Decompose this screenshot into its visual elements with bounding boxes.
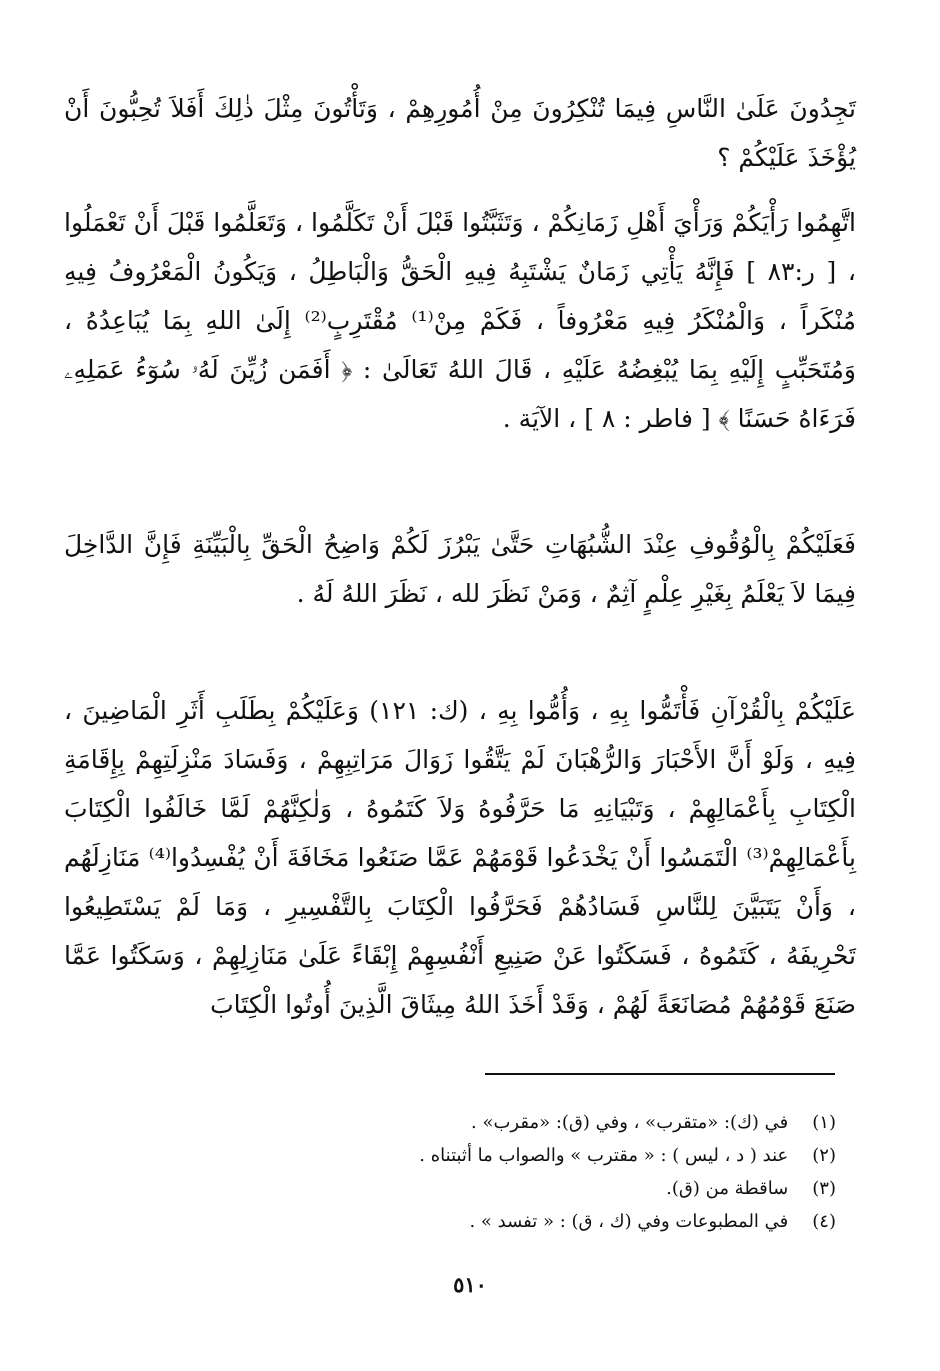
footnote-number: (٣): [812, 1178, 836, 1199]
footnote-2: [64, 1139, 836, 1172]
paragraph-3: فَعَلَيْكُمْ بِالْوُقُوفِ عِنْدَ الشُّبُهَاتِ حَتَّىٰ يَبْرُزَ لَكُمْ وَاضِحُ الْحَقِّ بِالْبَيِّنَةِ فَإِنَّ الدَّاخِلَ فِيمَا لاَ يَعْلَمُ بِغَيْرِ عِلْمٍ آثِمٌ ، وَمَنْ نَظَرَ لله ، نَظَرَ اللهُ لَهُ .: [64, 530, 856, 608]
footnote-3: [64, 1172, 836, 1205]
paragraph-1: تَجِدُونَ عَلَىٰ النَّاسِ فِيمَا تُنْكِرُونَ مِنْ أُمُورِهِمْ ، وَتَأْتُونَ مِثْلَ ذٰلِكَ أَفَلاَ تُحِبُّونَ أَنْ يُؤْخَذَ عَلَيْكُمْ ؟: [64, 94, 856, 172]
footnote-text: في (ك): «متقرب» ، وفي (ق): «مقرب» .: [471, 1112, 789, 1133]
footnote-number: (١): [812, 1112, 836, 1133]
paragraph-4: عَلَيْكُمْ بِالْقُرْآنِ فَأْتَمُّوا بِهِ ، وَأُمُّوا بِهِ ، (ك: ١٢١) وَعَلَيْكُمْ بِطَلَبِ أَثَرِ الْمَاضِينَ ، فِيهِ ، وَلَوْ أَنَّ الأَحْبَارَ وَالرُّهْبَانَ لَمْ يَتَّقُوا زَوَالَ مَرَاتِبِهِمْ ، وَفَسَادَ مَنْزِلَتِهِمْ بِإِقَامَةِ الْكِتَابِ بِأَعْمَالِهِمْ ، وَتَبْيَانِهِ مَا حَرَّفُوهُ وَلاَ كَتَمُوهُ ، وَلٰكِنَّهُمْ لَمَّا خَالَفُوا الْكِتَابَ بِأَعْمَالِهِمْ⁽³⁾ الْتَمَسُوا أَنْ يَخْدَعُوا قَوْمَهُمْ عَمَّا صَنَعُوا مَخَافَةَ أَنْ يُفْسِدُوا⁽⁴⁾ مَنَازِلَهُم ، وَأَنْ يَتَبَيَّنَ لِلنَّاسِ فَسَادُهُمْ فَحَرَّفُوا الْكِتَابَ بِالتَّفْسِيرِ ، وَمَا لَمْ يَسْتَطِيعُوا تَحْرِيفَهُ ، كَتَمُوهُ ، فَسَكَتُوا عَنْ صَنِيعِ أَنْفُسِهِمْ إِبْقَاءً عَلَىٰ مَنَازِلِهِمْ ، وَسَكَتُوا عَمَّا صَنَعَ قَوْمُهُمْ مُصَانَعَةً لَهُمْ ، وَقَدْ أَخَذَ اللهُ مِيثَاقَ الَّذِينَ أُوتُوا الْكِتَابَ: [64, 696, 856, 1019]
footnote-number: (٢): [812, 1145, 836, 1166]
footnote-4: [64, 1205, 836, 1238]
page-number: ٥١٠: [453, 1272, 487, 1297]
footnote-text: ساقطة من (ق).: [666, 1178, 789, 1199]
footnote-number: (٤): [812, 1211, 836, 1232]
footnote-text: عند ( د ، ليس ) : « مقترب » والصواب ما أثبتناه .: [419, 1145, 789, 1166]
footnotes: [64, 1106, 836, 1238]
footnote-text: في المطبوعات وفي (ك ، ق) : « تفسد » .: [469, 1211, 789, 1232]
paragraph-2: اتَّهِمُوا رَأْيَكُمْ وَرَأْيَ أَهْلِ زَمَانِكُمْ ، وَتَثَبَّتُوا قَبْلَ أَنْ تَكَلَّمُوا ، وَتَعَلَّمُوا قَبْلَ أَنْ تَعْمَلُوا ، [ ر:٨٣ ] فَإِنَّهُ يَأْتِي زَمَانٌ يَشْتَبِهُ فِيهِ الْحَقُّ وَالْبَاطِلُ ، وَيَكُونُ الْمَعْرُوفُ فِيهِ مُنْكَراً ، وَالْمُنْكَرُ فِيهِ مَعْرُوفاً ، فَكَمْ مِنْ⁽¹⁾ مُقْتَرِبٍ⁽²⁾ إِلَىٰ اللهِ بِمَا يُبَاعِدُهُ ، وَمُتَحَبِّبٍ إِلَيْهِ بِمَا يُبْغِضُهُ عَلَيْهِ ، قَالَ اللهُ تَعَالَىٰ : ﴿ أَفَمَن زُيِّنَ لَهُۥ سُوٓءُ عَمَلِهِۦ فَرَءَاهُ حَسَنًا ﴾ [ فاطر : ٨ ] ، الآيَة .: [64, 208, 856, 433]
footnote-1: [64, 1106, 836, 1139]
footnote-separator: [485, 1073, 835, 1075]
